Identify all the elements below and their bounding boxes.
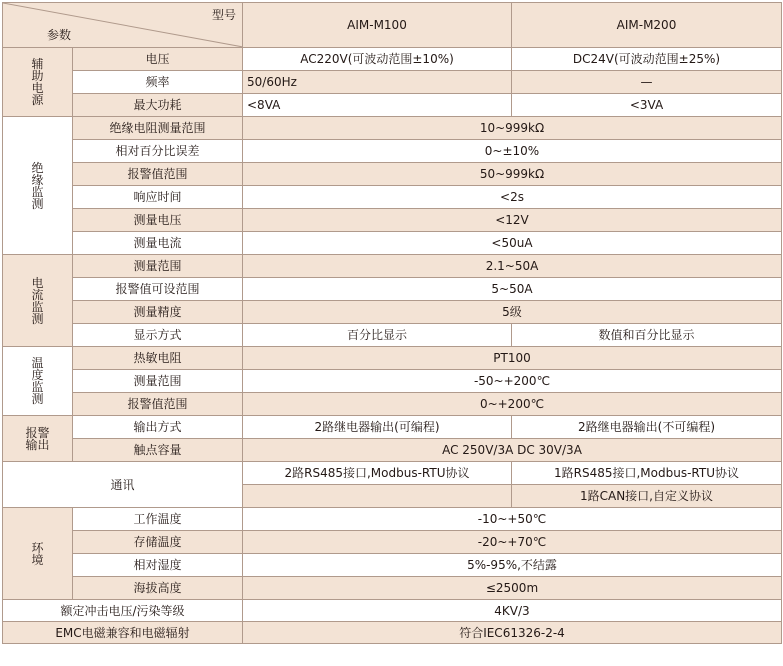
table-row (3, 531, 782, 554)
value-shared: <12V (243, 209, 782, 232)
table-row (3, 278, 782, 301)
row-label: 测量电流 (73, 232, 243, 255)
table-row (3, 140, 782, 163)
table-row (3, 370, 782, 393)
row-label: 工作温度 (73, 508, 243, 531)
row-label: 触点容量 (73, 439, 243, 462)
row-label: 报警值可设范围 (73, 278, 243, 301)
value-m200: <3VA (512, 94, 782, 117)
value-shared: PT100 (243, 347, 782, 370)
header-corner-cell (3, 3, 243, 48)
value-m200: 1路RS485接口,Modbus-RTU协议 (512, 462, 782, 485)
column-header-m100: AIM-M100 (243, 3, 512, 48)
header-param-label: 参数 (47, 28, 72, 42)
table-row (3, 554, 782, 577)
row-label: 测量精度 (73, 301, 243, 324)
header-model-label: 型号 (211, 8, 236, 22)
table-row (3, 324, 782, 347)
value-shared: 符合IEC61326-2-4 (243, 622, 782, 644)
group-alarm-output: 报警 输出 (3, 416, 73, 462)
value-shared: 50~999kΩ (243, 163, 782, 186)
value-shared: 5~50A (243, 278, 782, 301)
row-label: 海拔高度 (73, 577, 243, 600)
value-shared: 0~±10% (243, 140, 782, 163)
row-label: 最大功耗 (73, 94, 243, 117)
diagonal-divider (3, 3, 243, 47)
spec-table (2, 2, 782, 644)
value-shared: <50uA (243, 232, 782, 255)
table-row (3, 117, 782, 140)
table-row (3, 622, 782, 644)
value-m200: 2路继电器输出(不可编程) (512, 416, 782, 439)
value-shared: ≤2500m (243, 577, 782, 600)
value-m100: 2路RS485接口,Modbus-RTU协议 (243, 462, 512, 485)
table-row (3, 462, 782, 485)
group-environment: 环 境 (3, 508, 73, 600)
value-shared: AC 250V/3A DC 30V/3A (243, 439, 782, 462)
table-row (3, 347, 782, 370)
table-row (3, 255, 782, 278)
table-row (3, 48, 782, 71)
value-shared: -20~+70℃ (243, 531, 782, 554)
table-row (3, 301, 782, 324)
group-current: 电 流 监 测 (3, 255, 73, 347)
row-label: 相对湿度 (73, 554, 243, 577)
value-shared: 5级 (243, 301, 782, 324)
value-m100: AC220V(可波动范围±10%) (243, 48, 512, 71)
value-m200: DC24V(可波动范围±25%) (512, 48, 782, 71)
table-row (3, 71, 782, 94)
row-label: 测量电压 (73, 209, 243, 232)
value-shared: 4KV/3 (243, 600, 782, 622)
value-m100: 百分比显示 (243, 324, 512, 347)
row-label: 报警值范围 (73, 393, 243, 416)
value-m200: 1路CAN接口,自定义协议 (512, 485, 782, 508)
row-label: 存储温度 (73, 531, 243, 554)
table-row (3, 600, 782, 622)
row-label-impulse: 额定冲击电压/污染等级 (3, 600, 243, 622)
value-m100: 2路继电器输出(可编程) (243, 416, 512, 439)
row-label: 报警值范围 (73, 163, 243, 186)
table-row (3, 393, 782, 416)
header-row (3, 3, 782, 48)
value-shared: <2s (243, 186, 782, 209)
table-row (3, 439, 782, 462)
row-label: 测量范围 (73, 370, 243, 393)
group-insulation: 绝 缘 监 测 (3, 117, 73, 255)
value-m100-empty (243, 485, 512, 508)
row-label: 热敏电阻 (73, 347, 243, 370)
value-m200: — (512, 71, 782, 94)
value-shared: 10~999kΩ (243, 117, 782, 140)
column-header-m200: AIM-M200 (512, 3, 782, 48)
value-m100: <8VA (243, 94, 512, 117)
row-label: 响应时间 (73, 186, 243, 209)
table-row (3, 232, 782, 255)
group-aux-power: 辅 助 电 源 (3, 48, 73, 117)
table-row (3, 416, 782, 439)
row-label: 显示方式 (73, 324, 243, 347)
value-shared: 5%-95%,不结露 (243, 554, 782, 577)
row-label: 电压 (73, 48, 243, 71)
value-m200: 数值和百分比显示 (512, 324, 782, 347)
row-label: 相对百分比误差 (73, 140, 243, 163)
table-row (3, 186, 782, 209)
row-label-emc: EMC电磁兼容和电磁辐射 (3, 622, 243, 644)
row-label: 测量范围 (73, 255, 243, 278)
table-row (3, 163, 782, 186)
value-shared: 2.1~50A (243, 255, 782, 278)
group-temperature: 温 度 监 测 (3, 347, 73, 416)
table-row (3, 209, 782, 232)
row-label: 频率 (73, 71, 243, 94)
value-shared: -50~+200℃ (243, 370, 782, 393)
table-row (3, 577, 782, 600)
row-label: 绝缘电阻测量范围 (73, 117, 243, 140)
table-row (3, 94, 782, 117)
table-row (3, 508, 782, 531)
row-label: 输出方式 (73, 416, 243, 439)
value-shared: -10~+50℃ (243, 508, 782, 531)
value-m100: 50/60Hz (243, 71, 512, 94)
value-shared: 0~+200℃ (243, 393, 782, 416)
group-communication: 通讯 (3, 462, 243, 508)
